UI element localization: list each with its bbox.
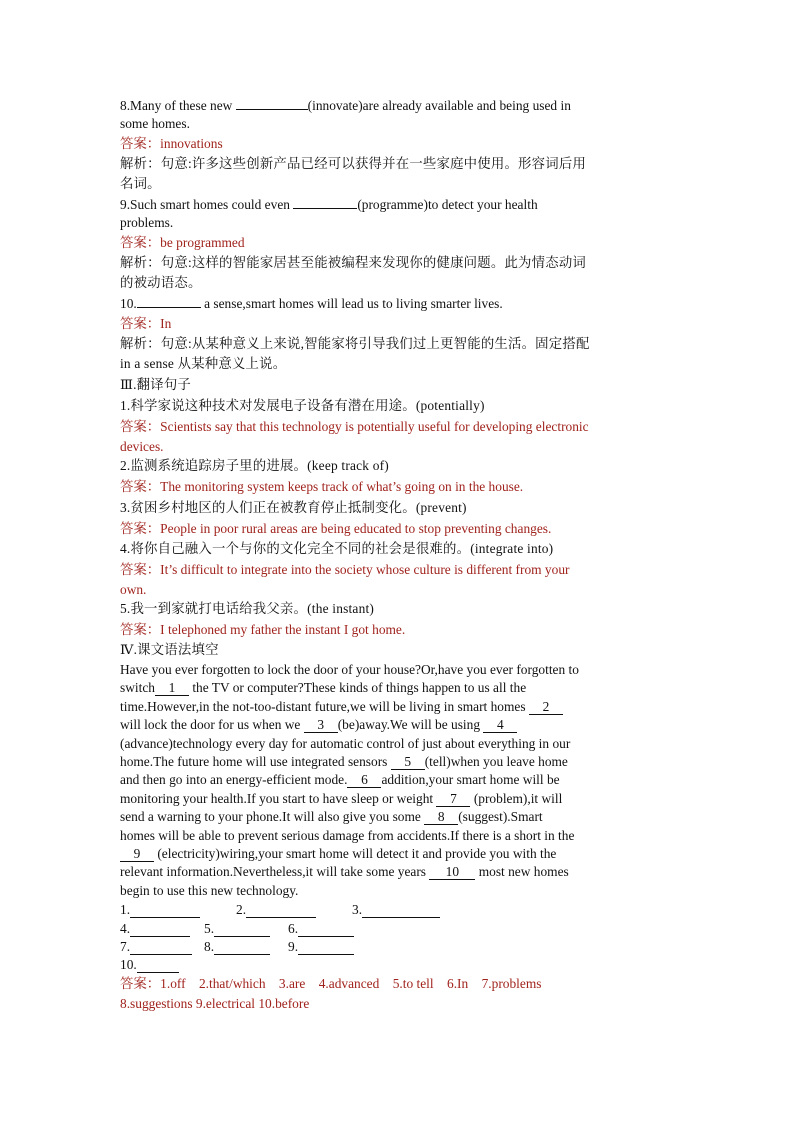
cloze-blank-8: 8 — [424, 810, 458, 825]
cloze-answers-line2: 8.suggestions 9.electrical 10.before — [120, 996, 310, 1011]
question-9-cont: problems. — [120, 215, 174, 230]
cloze-answers-line1: 答案：1.off 2.that/which 3.are 4.advanced 5.to tell 6.In 7.problems — [120, 976, 542, 991]
answer-blank-number: 7. — [120, 939, 131, 954]
answer-blank — [204, 938, 270, 956]
passage-text: Have you ever forgotten to lock the door of your house?Or,have you ever forgotten to — [120, 662, 579, 677]
passage-text: begin to use this new technology. — [120, 882, 299, 898]
passage-text: homes will be able to prevent serious damage from accidents.If there is a short in the — [120, 827, 575, 843]
answer-8: 答案：innovations — [120, 136, 223, 151]
cloze-blank-4: 4 — [483, 718, 517, 733]
cloze-blank-2: 2 — [529, 700, 563, 715]
translation-answer-1-cont: devices. — [120, 439, 164, 454]
answer-blank-number: 4. — [120, 921, 131, 936]
explanation-9-line1: 解析：句意:这样的智能家居甚至能被编程来发现你的健康问题。此为情态动词 — [120, 255, 586, 270]
answer-blank-line — [246, 903, 316, 918]
answer-blank-line — [137, 958, 179, 973]
explanation-8-line2: 名词。 — [120, 176, 161, 191]
passage-line — [120, 753, 568, 771]
passage-line — [120, 882, 298, 900]
question-8: 8.Many of these new (innovate)are already available and being used in — [120, 98, 571, 113]
question-9: 9.Such smart homes could even (programme)to detect your health — [120, 197, 538, 212]
answer-blank — [288, 920, 354, 938]
blank — [137, 307, 201, 308]
blank — [293, 208, 357, 209]
answer-blank — [288, 938, 354, 956]
translation-question-5: 5.我一到家就打电话给我父亲。(the instant) — [120, 601, 375, 616]
passage-text: and then go into an energy-efficient mode. — [120, 772, 348, 788]
passage-line — [120, 735, 570, 753]
answer-blank-line — [362, 903, 440, 918]
passage-text: time.However,in the not-too-distant future,we will be living in smart homes — [120, 698, 529, 714]
passage-line — [120, 790, 562, 808]
answer-blank — [120, 901, 200, 919]
passage-text: will lock the door for us when we — [120, 717, 304, 733]
passage-text: (tell)when you leave home — [424, 754, 568, 769]
cloze-blank-7: 7 — [436, 792, 470, 807]
passage-text: relevant information.Nevertheless,it will take some years — [120, 864, 430, 880]
cloze-blank-10: 10 — [429, 865, 475, 880]
cloze-blank-1: 1 — [155, 681, 189, 696]
passage-line — [120, 661, 579, 679]
answer-blank-line — [298, 922, 354, 937]
translation-question-4: 4.将你自己融入一个与你的文化完全不同的社会是很难的。(integrate into) — [120, 541, 554, 556]
translation-answer-2: 答案：The monitoring system keeps track of what’s going on in the house. — [120, 479, 524, 494]
explanation-10-line1: 解析：句意:从某种意义上来说,智能家将引导我们过上更智能的生活。固定搭配 — [120, 336, 590, 351]
passage-line — [120, 827, 574, 845]
translation-answer-3: 答案：People in poor rural areas are being educated to stop preventing changes. — [120, 521, 552, 536]
answer-10: 答案：In — [120, 316, 172, 331]
answer-9: 答案：be programmed — [120, 235, 245, 250]
answer-blank — [120, 956, 179, 974]
cloze-blank-9: 9 — [120, 847, 154, 862]
answer-blank-number: 1. — [120, 902, 131, 917]
answer-blank-line — [130, 922, 190, 937]
translation-answer-1: 答案：Scientists say that this technology is potentially useful for developing electronic — [120, 419, 589, 434]
passage-text: addition,your smart home will be — [381, 772, 560, 788]
question-10: 10. a sense,smart homes will lead us to living smarter lives. — [120, 296, 503, 311]
answer-blank — [120, 938, 192, 956]
answer-blank-line — [214, 940, 270, 955]
blank — [236, 109, 308, 110]
answer-blank-line — [298, 940, 354, 955]
passage-text: most new homes — [475, 864, 569, 880]
translation-question-1: 1.科学家说这种技术对发展电子设备有潜在用途。(potentially) — [120, 398, 485, 413]
answer-blank-line — [214, 922, 270, 937]
passage-line — [120, 716, 517, 734]
passage-text: (problem),it will — [470, 790, 563, 806]
translation-question-3: 3.贫困乡村地区的人们正在被教育停止抵制变化。(prevent) — [120, 500, 467, 515]
translation-question-2: 2.监测系统追踪房子里的进展。(keep track of) — [120, 458, 389, 473]
explanation-10-line2: in a sense 从某种意义上说。 — [120, 356, 287, 371]
answer-blank-number: 5. — [204, 921, 215, 936]
cloze-blank-3: 3 — [304, 718, 338, 733]
answer-blank — [352, 901, 440, 919]
translation-answer-4: 答案：It’s difficult to integrate into the society whose culture is different from your — [120, 562, 570, 577]
passage-line — [120, 808, 543, 826]
explanation-8-line1: 解析：句意:许多这些创新产品已经可以获得并在一些家庭中使用。形容词后用 — [120, 156, 586, 171]
translation-answer-5: 答案：I telephoned my father the instant I got home. — [120, 622, 406, 637]
answer-blank-line — [130, 903, 200, 918]
question-8-cont: some homes. — [120, 116, 190, 131]
answer-blank-number: 3. — [352, 902, 363, 917]
answer-blank-number: 6. — [288, 921, 299, 936]
passage-text: monitoring your health.If you start to have sleep or weight — [120, 790, 437, 806]
passage-line — [120, 679, 526, 697]
passage-text: (electricity)wiring,your smart home will detect it and provide you with the — [154, 846, 557, 861]
passage-line — [120, 771, 560, 789]
cloze-blank-5: 5 — [391, 755, 425, 770]
answer-blank-line — [130, 940, 192, 955]
section-4-title: Ⅳ.课文语法填空 — [120, 642, 219, 657]
passage-text: send a warning to your phone.It will also give you some — [120, 809, 425, 825]
passage-text: switch — [120, 680, 155, 696]
passage-text: home.The future home will use integrated sensors — [120, 754, 391, 769]
cloze-blank-6: 6 — [347, 773, 381, 788]
passage-text: the TV or computer?These kinds of things happen to us all the — [188, 680, 527, 696]
translation-answer-4-cont: own. — [120, 582, 147, 597]
answer-blank-number: 8. — [204, 939, 215, 954]
passage-text: (advance)technology every day for automatic control of just about everything in our — [120, 735, 571, 751]
answer-blank — [204, 920, 270, 938]
passage-line — [120, 845, 556, 863]
section-3-title: Ⅲ.翻译句子 — [120, 377, 192, 392]
passage-line — [120, 698, 563, 716]
passage-text: (be)away.We will be using — [337, 717, 484, 733]
answer-blank-number: 10. — [120, 957, 137, 972]
passage-line — [120, 863, 569, 881]
answer-blank — [236, 901, 316, 919]
answer-blank — [120, 920, 190, 938]
answer-blank-number: 9. — [288, 939, 299, 954]
passage-text: (suggest).Smart — [458, 809, 543, 825]
answer-blank-number: 2. — [236, 902, 247, 917]
explanation-9-line2: 的被动语态。 — [120, 275, 202, 290]
